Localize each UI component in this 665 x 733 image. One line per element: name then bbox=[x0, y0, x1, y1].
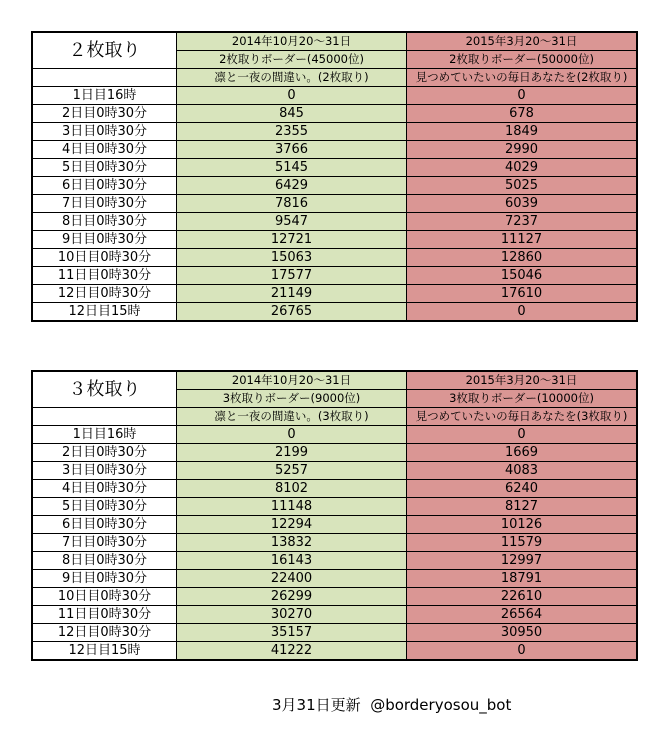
table-row bbox=[32, 105, 637, 123]
value-2015: 0 bbox=[407, 642, 638, 661]
border-2015: 3枚取りボーダー(10000位) bbox=[407, 390, 638, 408]
value-2015: 12860 bbox=[407, 249, 638, 267]
row-label: 9日目0時30分 bbox=[32, 570, 177, 588]
value-2014: 2199 bbox=[177, 444, 407, 462]
value-2015: 11579 bbox=[407, 534, 638, 552]
header-row-song bbox=[32, 69, 637, 87]
footer bbox=[272, 694, 511, 715]
row-label: 4日目0時30分 bbox=[32, 480, 177, 498]
row-label: 6日目0時30分 bbox=[32, 177, 177, 195]
table-row bbox=[32, 267, 637, 285]
value-2015: 678 bbox=[407, 105, 638, 123]
border-2014: 3枚取りボーダー(9000位) bbox=[177, 390, 407, 408]
row-label: 8日目0時30分 bbox=[32, 552, 177, 570]
value-2014: 0 bbox=[177, 426, 407, 444]
header-row-period bbox=[32, 371, 637, 390]
table-row bbox=[32, 249, 637, 267]
value-2015: 7237 bbox=[407, 213, 638, 231]
value-2015: 0 bbox=[407, 87, 638, 105]
value-2015: 18791 bbox=[407, 570, 638, 588]
value-2014: 12294 bbox=[177, 516, 407, 534]
row-label: 6日目0時30分 bbox=[32, 516, 177, 534]
row-label: 12日目0時30分 bbox=[32, 624, 177, 642]
table-row bbox=[32, 642, 637, 661]
table-row bbox=[32, 606, 637, 624]
value-2014: 8102 bbox=[177, 480, 407, 498]
row-label: 9日目0時30分 bbox=[32, 231, 177, 249]
table-title: ３枚取り bbox=[32, 371, 177, 408]
row-label: 4日目0時30分 bbox=[32, 141, 177, 159]
table-row bbox=[32, 87, 637, 105]
value-2015: 22610 bbox=[407, 588, 638, 606]
table-row bbox=[32, 462, 637, 480]
value-2014: 5145 bbox=[177, 159, 407, 177]
row-label: 10日目0時30分 bbox=[32, 249, 177, 267]
value-2014: 15063 bbox=[177, 249, 407, 267]
table-row bbox=[32, 123, 637, 141]
bot-account: @borderyosou_bot bbox=[370, 696, 512, 714]
table-title: ２枚取り bbox=[32, 32, 177, 69]
table-row bbox=[32, 552, 637, 570]
value-2015: 4083 bbox=[407, 462, 638, 480]
table-row bbox=[32, 624, 637, 642]
value-2014: 22400 bbox=[177, 570, 407, 588]
table-row bbox=[32, 444, 637, 462]
row-label: 11日目0時30分 bbox=[32, 267, 177, 285]
value-2014: 0 bbox=[177, 87, 407, 105]
value-2014: 16143 bbox=[177, 552, 407, 570]
row-label: 12日目0時30分 bbox=[32, 285, 177, 303]
table-2mai bbox=[31, 31, 638, 322]
row-label: 2日目0時30分 bbox=[32, 444, 177, 462]
period-2015: 2015年3月20～31日 bbox=[407, 371, 638, 390]
row-label: 3日目0時30分 bbox=[32, 462, 177, 480]
header-row-song bbox=[32, 408, 637, 426]
header-row-period bbox=[32, 32, 637, 51]
value-2015: 2990 bbox=[407, 141, 638, 159]
row-label: 10日目0時30分 bbox=[32, 588, 177, 606]
value-2015: 12997 bbox=[407, 552, 638, 570]
value-2014: 7816 bbox=[177, 195, 407, 213]
table-row bbox=[32, 231, 637, 249]
value-2015: 17610 bbox=[407, 285, 638, 303]
row-label: 1日目16時 bbox=[32, 426, 177, 444]
table-row bbox=[32, 195, 637, 213]
table-3mai bbox=[31, 370, 638, 661]
value-2015: 4029 bbox=[407, 159, 638, 177]
value-2015: 30950 bbox=[407, 624, 638, 642]
period-2014: 2014年10月20～31日 bbox=[177, 371, 407, 390]
table-row bbox=[32, 570, 637, 588]
table-row bbox=[32, 213, 637, 231]
value-2015: 5025 bbox=[407, 177, 638, 195]
value-2014: 35157 bbox=[177, 624, 407, 642]
value-2014: 12721 bbox=[177, 231, 407, 249]
value-2015: 10126 bbox=[407, 516, 638, 534]
song-2015: 見つめていたいの毎日あなたを(3枚取り) bbox=[407, 408, 638, 426]
table-row bbox=[32, 480, 637, 498]
row-label: 3日目0時30分 bbox=[32, 123, 177, 141]
song-2015: 見つめていたいの毎日あなたを(2枚取り) bbox=[407, 69, 638, 87]
table-row bbox=[32, 285, 637, 303]
value-2014: 21149 bbox=[177, 285, 407, 303]
value-2015: 6039 bbox=[407, 195, 638, 213]
empty-header-cell bbox=[32, 408, 177, 426]
row-label: 12日目15時 bbox=[32, 642, 177, 661]
table-row bbox=[32, 159, 637, 177]
row-label: 5日目0時30分 bbox=[32, 159, 177, 177]
border-2014: 2枚取りボーダー(45000位) bbox=[177, 51, 407, 69]
empty-header-cell bbox=[32, 69, 177, 87]
row-label: 11日目0時30分 bbox=[32, 606, 177, 624]
value-2014: 11148 bbox=[177, 498, 407, 516]
row-label: 2日目0時30分 bbox=[32, 105, 177, 123]
row-label: 5日目0時30分 bbox=[32, 498, 177, 516]
row-label: 7日目0時30分 bbox=[32, 534, 177, 552]
row-label: 12日目15時 bbox=[32, 303, 177, 322]
table-row bbox=[32, 516, 637, 534]
period-2014: 2014年10月20～31日 bbox=[177, 32, 407, 51]
row-label: 8日目0時30分 bbox=[32, 213, 177, 231]
value-2015: 26564 bbox=[407, 606, 638, 624]
value-2015: 6240 bbox=[407, 480, 638, 498]
value-2015: 0 bbox=[407, 303, 638, 322]
value-2014: 17577 bbox=[177, 267, 407, 285]
value-2015: 0 bbox=[407, 426, 638, 444]
value-2014: 5257 bbox=[177, 462, 407, 480]
row-label: 7日目0時30分 bbox=[32, 195, 177, 213]
value-2015: 15046 bbox=[407, 267, 638, 285]
value-2014: 26765 bbox=[177, 303, 407, 322]
value-2014: 9547 bbox=[177, 213, 407, 231]
table-row bbox=[32, 303, 637, 322]
value-2014: 3766 bbox=[177, 141, 407, 159]
value-2014: 6429 bbox=[177, 177, 407, 195]
period-2015: 2015年3月20～31日 bbox=[407, 32, 638, 51]
table-body bbox=[32, 371, 637, 660]
song-2014: 凛と一夜の間違い。(2枚取り) bbox=[177, 69, 407, 87]
value-2015: 8127 bbox=[407, 498, 638, 516]
table-body bbox=[32, 32, 637, 321]
row-label: 1日目16時 bbox=[32, 87, 177, 105]
border-2015: 2枚取りボーダー(50000位) bbox=[407, 51, 638, 69]
table-row bbox=[32, 588, 637, 606]
value-2015: 1849 bbox=[407, 123, 638, 141]
value-2015: 11127 bbox=[407, 231, 638, 249]
value-2014: 41222 bbox=[177, 642, 407, 661]
value-2014: 2355 bbox=[177, 123, 407, 141]
value-2015: 1669 bbox=[407, 444, 638, 462]
table-row bbox=[32, 177, 637, 195]
value-2014: 30270 bbox=[177, 606, 407, 624]
table-row bbox=[32, 141, 637, 159]
table-row bbox=[32, 498, 637, 516]
song-2014: 凛と一夜の間違い。(3枚取り) bbox=[177, 408, 407, 426]
table-row bbox=[32, 426, 637, 444]
value-2014: 26299 bbox=[177, 588, 407, 606]
value-2014: 845 bbox=[177, 105, 407, 123]
value-2014: 13832 bbox=[177, 534, 407, 552]
table-row bbox=[32, 534, 637, 552]
updated-date: 3月31日更新 bbox=[272, 696, 361, 714]
